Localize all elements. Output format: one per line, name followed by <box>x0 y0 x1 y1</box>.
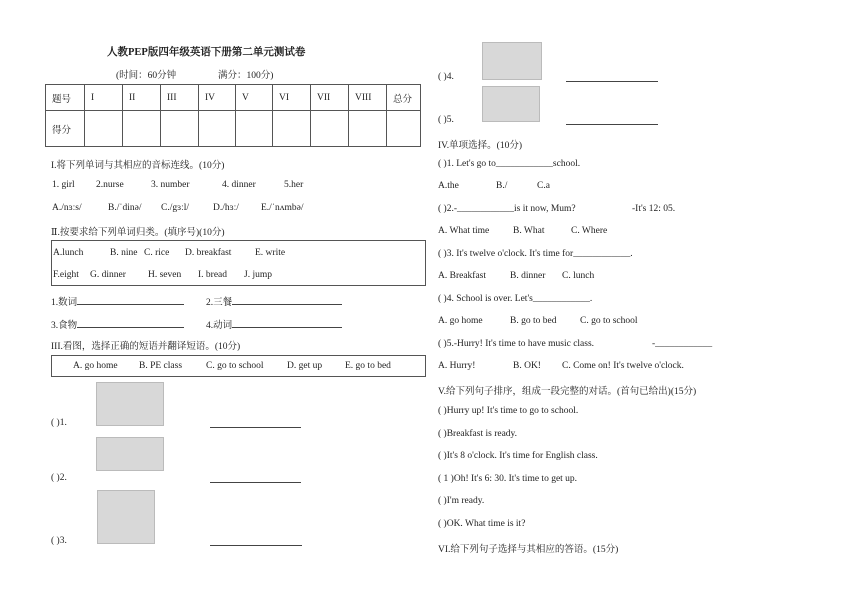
score-row-label: 得分 <box>46 111 85 147</box>
question: ( )3. It's twelve o'clock. It's time for____________. <box>438 249 633 259</box>
option: C. go to school <box>580 316 638 326</box>
score-header-cell: I <box>85 85 123 111</box>
word-bank-item: I. bread <box>198 270 228 280</box>
score-cell <box>311 111 349 147</box>
option: B. dinner <box>510 271 546 281</box>
word-bank-item: F.eight <box>53 270 79 280</box>
word-bank-item: G. dinner <box>90 270 126 280</box>
category-verbs <box>206 317 342 331</box>
section5-heading: V.给下列句子排序，组成一段完整的对话。(首句已给出)(15分) <box>438 387 697 397</box>
option: C. lunch <box>562 271 595 281</box>
word-bank-item: A.lunch <box>53 248 84 258</box>
word-bank-item: J. jump <box>244 270 272 280</box>
word-bank-item: C. rice <box>144 248 170 258</box>
option: B. OK! <box>513 361 541 371</box>
score-header-cell: III <box>161 85 199 111</box>
category-label: 4.动词 <box>206 321 233 331</box>
score-header-cell: VIII <box>349 85 387 111</box>
picture-item-label: ( )5. <box>438 115 454 125</box>
answer-blank[interactable] <box>210 419 301 428</box>
dialogue-line: ( 1 )Oh! It's 6: 30. It's time to get up. <box>438 474 578 484</box>
option: C.a <box>537 181 550 191</box>
phrase-option: A. go home <box>73 361 118 371</box>
page-title: 人教PEP版四年级英语下册第二单元测试卷 <box>107 47 306 58</box>
category-food <box>51 317 184 331</box>
option: B. What <box>513 226 545 236</box>
phonetic-item: C./gɜːl/ <box>161 203 190 213</box>
exam-time: (时间：60分钟 <box>116 71 177 81</box>
dialogue-line: ( )It's 8 o'clock. It's time for English class. <box>438 451 598 461</box>
word-bank-item: B. nine <box>110 248 138 258</box>
question: ( )2.-____________is it now, Mum? <box>438 204 576 214</box>
score-cell <box>161 111 199 147</box>
section3-heading: III.看图，选择正确的短语并翻译短语。(10分) <box>51 342 241 352</box>
answer-blank[interactable] <box>232 319 342 328</box>
answer-blank[interactable] <box>566 116 658 125</box>
score-cell <box>199 111 236 147</box>
classroom-picture <box>482 86 540 122</box>
option: A.the <box>438 181 459 191</box>
category-label: 3.食物 <box>51 321 78 331</box>
school-building-picture <box>96 437 164 471</box>
word-bank-item: H. seven <box>148 270 182 280</box>
word-item: 3. number <box>151 180 190 190</box>
phrase-option: D. get up <box>287 361 323 371</box>
category-numbers <box>51 294 184 308</box>
word-item: 1. girl <box>52 180 75 190</box>
option: C. Come on! It's twelve o'clock. <box>562 361 684 371</box>
word-bank-item: E. write <box>255 248 286 258</box>
score-header-cell: 题号 <box>46 85 85 111</box>
word-item: 4. dinner <box>222 180 256 190</box>
phonetic-item: D./hɜː/ <box>213 203 239 213</box>
score-cell <box>236 111 273 147</box>
question: ( )5.-Hurry! It's time to have music class. <box>438 339 595 349</box>
option: B. go to bed <box>510 316 557 326</box>
score-table-row <box>46 111 421 147</box>
section6-heading: VI.给下列句子选择与其相应的答语。(15分) <box>438 545 619 555</box>
score-cell <box>85 111 123 147</box>
picture-item-label: ( )4. <box>438 72 454 82</box>
phonetic-item: E./ˈnʌmbə/ <box>261 203 304 213</box>
score-cell <box>273 111 311 147</box>
score-header-cell: VII <box>311 85 349 111</box>
section1-heading: I.将下列单词与其相应的音标连线。(10分) <box>51 161 225 171</box>
phonetic-item: B./ˈdinə/ <box>108 203 142 213</box>
question-answer: -It's 12: 05. <box>632 204 676 214</box>
option: A. go home <box>438 316 483 326</box>
answer-blank[interactable] <box>232 296 342 305</box>
score-cell <box>123 111 161 147</box>
score-header-cell: VI <box>273 85 311 111</box>
bedroom-picture <box>96 382 164 426</box>
dialogue-line: ( )OK. What time is it? <box>438 519 526 529</box>
exam-total-score: 满分：100分) <box>218 71 274 81</box>
option: B./ <box>496 181 508 191</box>
score-table-header-row <box>46 85 421 111</box>
section4-heading: IV.单项选择。(10分) <box>438 141 523 151</box>
section2-heading: Ⅱ.按要求给下列单词归类。(填序号)(10分) <box>51 228 225 238</box>
category-label: 1.数词 <box>51 298 78 308</box>
score-header-cell: V <box>236 85 273 111</box>
score-table <box>45 84 421 147</box>
word-bank-item: D. breakfast <box>185 248 232 258</box>
option: A. What time <box>438 226 490 236</box>
score-header-cell: II <box>123 85 161 111</box>
phrase-option: C. go to school <box>206 361 264 371</box>
category-meals <box>206 294 342 308</box>
option: C. Where <box>571 226 608 236</box>
option: A. Hurry! <box>438 361 476 371</box>
answer-blank[interactable] <box>210 474 301 483</box>
score-cell <box>387 111 421 147</box>
category-label: 2.三餐 <box>206 298 233 308</box>
answer-blank[interactable] <box>210 537 302 546</box>
answer-blank[interactable] <box>77 319 184 328</box>
word-item: 5.her <box>284 180 304 190</box>
phrase-option: B. PE class <box>139 361 183 371</box>
score-cell <box>349 111 387 147</box>
question-answer: -____________ <box>652 339 713 349</box>
dialogue-line: ( )Hurry up! It's time to go to school. <box>438 406 579 416</box>
question: ( )4. School is over. Let's____________. <box>438 294 593 304</box>
child-in-bed-picture <box>97 490 155 544</box>
question: ( )1. Let's go to____________school. <box>438 159 581 169</box>
score-header-cell: IV <box>199 85 236 111</box>
phrase-option: E. go to bed <box>345 361 391 371</box>
picture-item-label: ( )3. <box>51 536 67 546</box>
phonetic-item: A./nɜːs/ <box>52 203 82 213</box>
picture-item-label: ( )1. <box>51 418 67 428</box>
dialogue-line: ( )I'm ready. <box>438 496 485 506</box>
word-item: 2.nurse <box>96 180 124 190</box>
dialogue-line: ( )Breakfast is ready. <box>438 429 518 439</box>
answer-blank[interactable] <box>566 73 658 82</box>
score-header-cell: 总分 <box>387 85 421 111</box>
option: A. Breakfast <box>438 271 487 281</box>
pe-class-picture <box>482 42 542 80</box>
answer-blank[interactable] <box>77 296 184 305</box>
picture-item-label: ( )2. <box>51 473 67 483</box>
